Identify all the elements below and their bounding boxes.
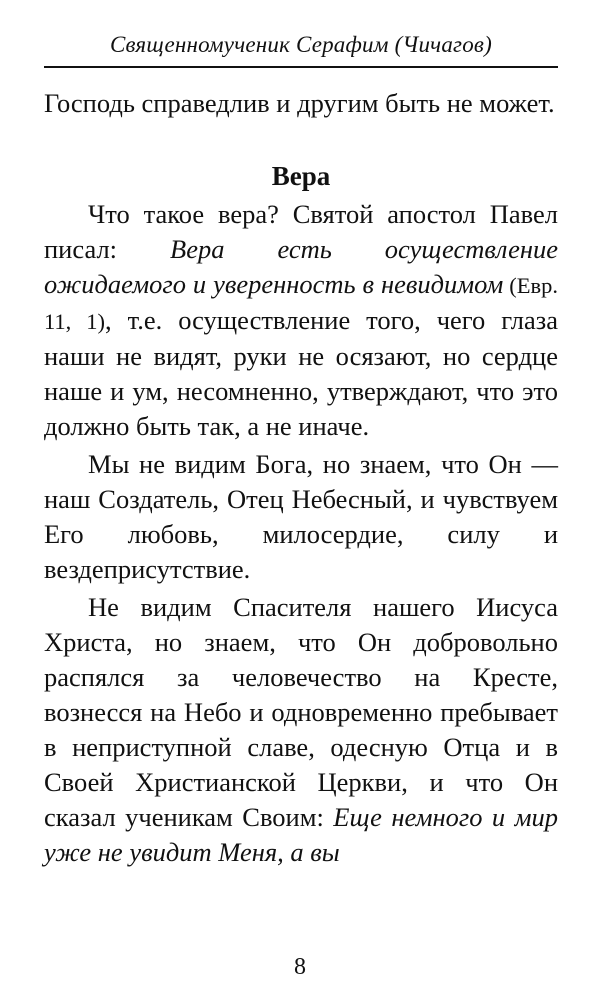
gospel-quote: Еще немного и мир уже не увидит Меня, а вы bbox=[44, 802, 559, 867]
paragraph-intro: Что такое вера? Святой апостол Павел писал: bbox=[44, 199, 558, 264]
scripture-reference: (Евр. 11, 1) bbox=[44, 273, 558, 334]
header-divider bbox=[44, 66, 558, 68]
continuation-paragraph: Господь справедлив и другим быть не может. bbox=[44, 88, 555, 118]
paragraph-faith-definition bbox=[44, 197, 558, 444]
paragraph-rest: , т.е. осуществление того, чего глаза наши не видят, руки не осязают, но сердце наше и ум, несомненно, утверждают, что это должно быть так, а не иначе. bbox=[44, 305, 558, 441]
page-number: 8 bbox=[294, 954, 306, 980]
section-heading: Вера bbox=[271, 161, 331, 191]
paragraph-text: Не видим Спасителя нашего Иисуса Христа, но знаем, что Он добровольно распялся за человечество на Кресте, вознесся на Небо и одновременно пребывает в неприступной славе, одесную Отца и в Своей Христианской Церкви, и что Он сказал ученикам Своим: bbox=[44, 592, 558, 832]
running-header: Священномученик Серафим (Чичагов) bbox=[110, 32, 492, 57]
paragraph-savior bbox=[44, 590, 558, 870]
page-body bbox=[44, 86, 558, 870]
scripture-quote: Вера есть осуществление ожидаемого и уверенность в невидимом bbox=[44, 234, 559, 299]
paragraph-god: Мы не видим Бога, но знаем, что Он — наш Создатель, Отец Небесный, и чувствуем Его любовь, милосердие, силу и вездеприсутствие. bbox=[44, 449, 558, 584]
